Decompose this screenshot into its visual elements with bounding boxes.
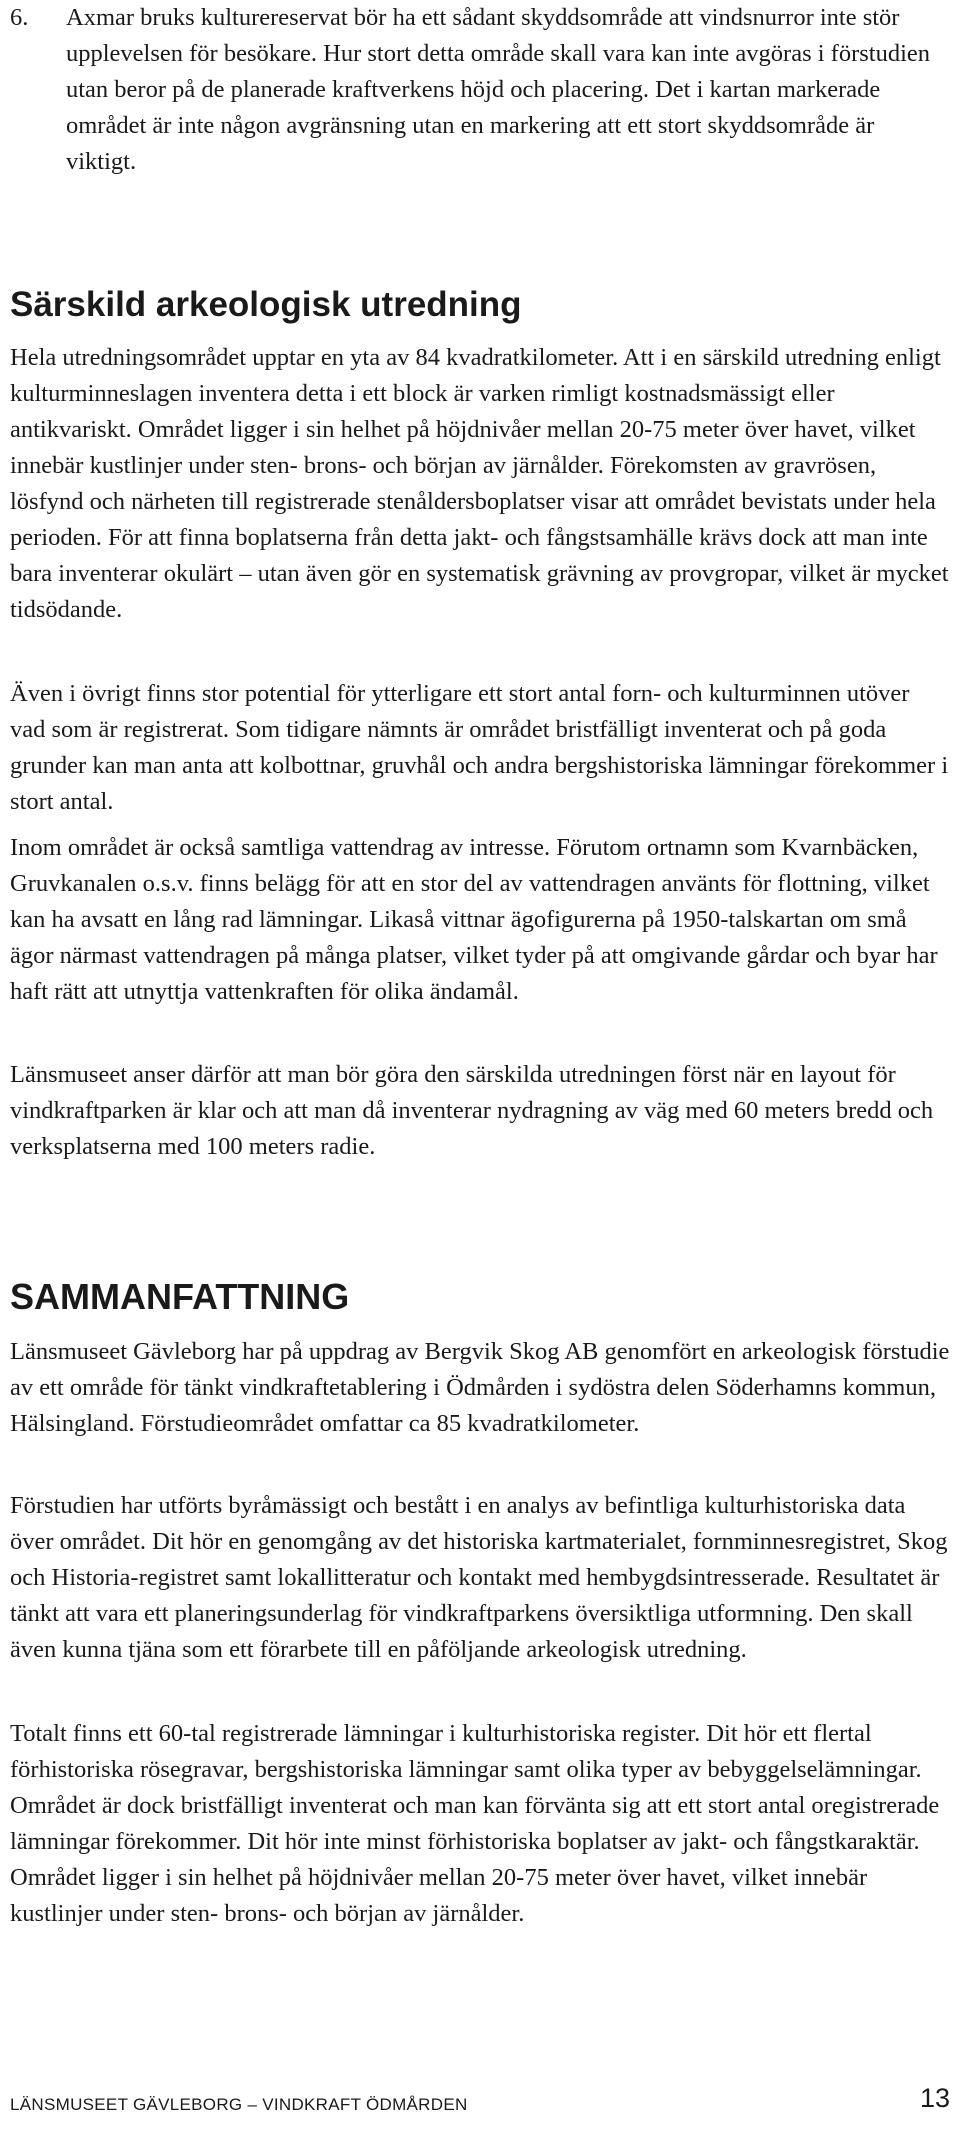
page-footer-title: LÄNSMUSEET GÄVLEBORG – VINDKRAFT ÖDMÅRDEN: [10, 2095, 468, 2114]
paragraph-forstudie-utforande: Förstudien har utförts byråmässigt och bestått i en analys av befintliga kulturhistoriska data över området. Dit hör en genomgång av det historiska kartmaterialet, fornminnesregistret, Skog och Historia-registret samt lokallitteratur och kontakt med hembygdsintresserade. Resultatet är tänkt att vara ett planeringsunderlag för vindkraftparkens översiktliga utformning. Den skall även kunna tjäna som ett förarbete till en påföljande arkeologisk utredning.: [10, 1492, 948, 1663]
section-heading-sammanfattning: SAMMANFATTNING: [10, 1276, 350, 1317]
paragraph-lansmuseet-anser: Länsmuseet anser därför att man bör göra den särskilda utredningen först när en layout för vindkraftparken är klar och att man då inventerar nydragning av väg med 60 meters bredd och verksplatserna med 100 meters radie.: [10, 1061, 934, 1160]
paragraph-registrerade-lamningar: Totalt finns ett 60-tal registrerade lämningar i kulturhistoriska register. Dit hör ett flertal förhistoriska rösegravar, bergshistoriska lämningar samt olika typer av bebyggelselämningar. Området är dock bristfälligt inventerat och man kan förvänta sig att ett stort antal oregistrerade lämningar förekommer. Dit hör inte minst förhistoriska boplatser av jakt- och fångstkaraktär. Området ligger i sin helhet på höjdnivåer mellan 20-75 meter över havet, vilket innebär kustlinjer under sten- brons- och början av järnålder.: [10, 1720, 940, 1927]
paragraph-forstudie-uppdrag: Länsmuseet Gävleborg har på uppdrag av Bergvik Skog AB genomfört en arkeologisk förstudie av ett område för tänkt vindkraftetablering i Ödmården i sydöstra delen Söderhamns kommun, Hälsingland. Förstudieområdet omfattar ca 85 kvadratkilometer.: [10, 1338, 950, 1437]
list-item-number: 6.: [10, 4, 29, 31]
paragraph-vattendrag: Inom området är också samtliga vattendrag av intresse. Förutom ortnamn som Kvarnbäcken, Gruvkanalen o.s.v. finns belägg för att en stor del av vattendragen använts för flottning, vilket kan ha avsatt en lång rad lämningar. Likaså vittnar ägofigurerna på 1950-talskartan om små ägor närmast vattendragen på många platser, vilket tyder på att omgivande gårdar och byar har haft rätt att utnyttja vattenkraften för olika ändamål.: [10, 834, 938, 1005]
list-item-text: Axmar bruks kulturereservat bör ha ett sådant skyddsområde att vindsnurror inte stör upplevelsen för besökare. Hur stort detta område skall vara kan inte avgöras i förstudien utan beror på de planerade kraftverkens höjd och placering. Det i kartan markerade området är inte någon avgränsning utan en markering att ett stort skyddsområde är viktigt.: [66, 4, 931, 175]
page-number: 13: [919, 2083, 950, 2113]
section-heading-arkeologisk-utredning: Särskild arkeologisk utredning: [10, 285, 522, 324]
paragraph-potential: Även i övrigt finns stor potential för ytterligare ett stort antal forn- och kulturminnen utöver vad som är registrerat. Som tidigare nämnts är området bristfälligt inventerat och på goda grunder kan man anta att kolbottnar, gruvhål och andra bergshistoriska lämningar förekommer i stort antal.: [10, 680, 949, 815]
paragraph-utredningsomrade: Hela utredningsområdet upptar en yta av 84 kvadratkilometer. Att i en särskild utredning enligt kulturminneslagen inventera detta i ett block är varken rimligt kostnadsmässigt eller antikvariskt. Området ligger i sin helhet på höjdnivåer mellan 20-75 meter över havet, vilket innebär kustlinjer under sten- brons- och början av järnålder. Förekomsten av gravrösen, lösfynd och närheten till registrerade stenåldersboplatser visar att området bevistats under hela perioden. För att finna boplatserna från detta jakt- och fångstsamhälle krävs dock att man inte bara inventerar okulärt – utan även gör en systematisk grävning av provgropar, vilket är mycket tidsödande.: [10, 344, 949, 623]
